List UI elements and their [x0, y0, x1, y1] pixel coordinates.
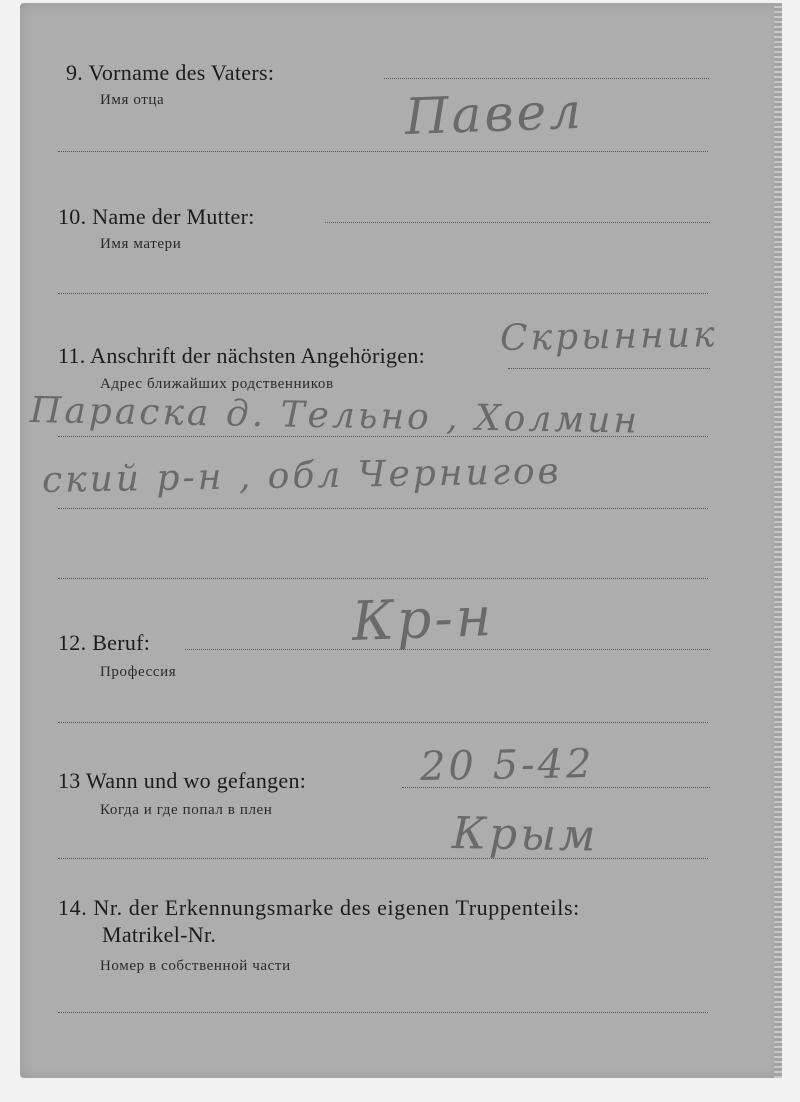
field-13-label: 13 Wann und wo gefangen: — [58, 768, 307, 793]
field-12-label: 12. Beruf: — [58, 630, 151, 655]
field-11-handwritten-line-1: Скрынник — [499, 314, 718, 359]
field-12-sublabel: Профессия — [100, 664, 177, 680]
field-9-answer-line — [384, 78, 709, 79]
field-13-answer-line — [402, 787, 710, 788]
field-14-label: 14. Nr. der Erkennungsmarke des eigenen Truppenteils: — [58, 895, 580, 920]
field-11-handwritten-line-3: ский р-н , обл Чернигов — [41, 450, 562, 501]
field-10-answer-line — [325, 222, 710, 223]
field-9-sublabel: Имя отца — [100, 92, 165, 108]
perforated-edge — [774, 3, 782, 1078]
field-11-handwritten-line-2: Параска д. Тельно , Холмин — [29, 390, 641, 442]
field-11-sublabel: Адрес ближайших родственников — [100, 376, 334, 392]
field-11-line-3 — [58, 508, 708, 509]
field-10-label: 10. Name der Mutter: — [58, 204, 255, 229]
field-10-sublabel: Имя матери — [100, 236, 182, 252]
field-9-handwritten-answer: Павел — [403, 81, 585, 146]
field-10-extra-line — [58, 293, 708, 294]
field-11-label: 11. Anschrift der nächsten Angehörigen: — [58, 343, 426, 368]
field-11-answer-line — [508, 368, 710, 369]
field-12-extra-line — [58, 722, 708, 723]
field-12-answer-line — [185, 649, 710, 650]
field-13-handwritten-line-2: Крым — [451, 808, 599, 862]
field-13-sublabel: Когда и где попал в плен — [100, 802, 273, 818]
field-11-line-2 — [58, 436, 708, 437]
field-14-label-2: Matrikel-Nr. — [102, 922, 217, 947]
field-14-sublabel: Номер в собственной части — [100, 958, 291, 974]
field-13-extra-line — [58, 858, 708, 859]
field-9-label: 9. Vorname des Vaters: — [66, 60, 275, 85]
field-13-handwritten-line-1: 20 5-42 — [419, 740, 595, 790]
field-12-handwritten-answer: Кр-н — [350, 585, 496, 653]
field-9-extra-line — [58, 151, 708, 152]
field-14-answer-line — [58, 1012, 708, 1013]
field-11-line-4 — [58, 578, 708, 579]
